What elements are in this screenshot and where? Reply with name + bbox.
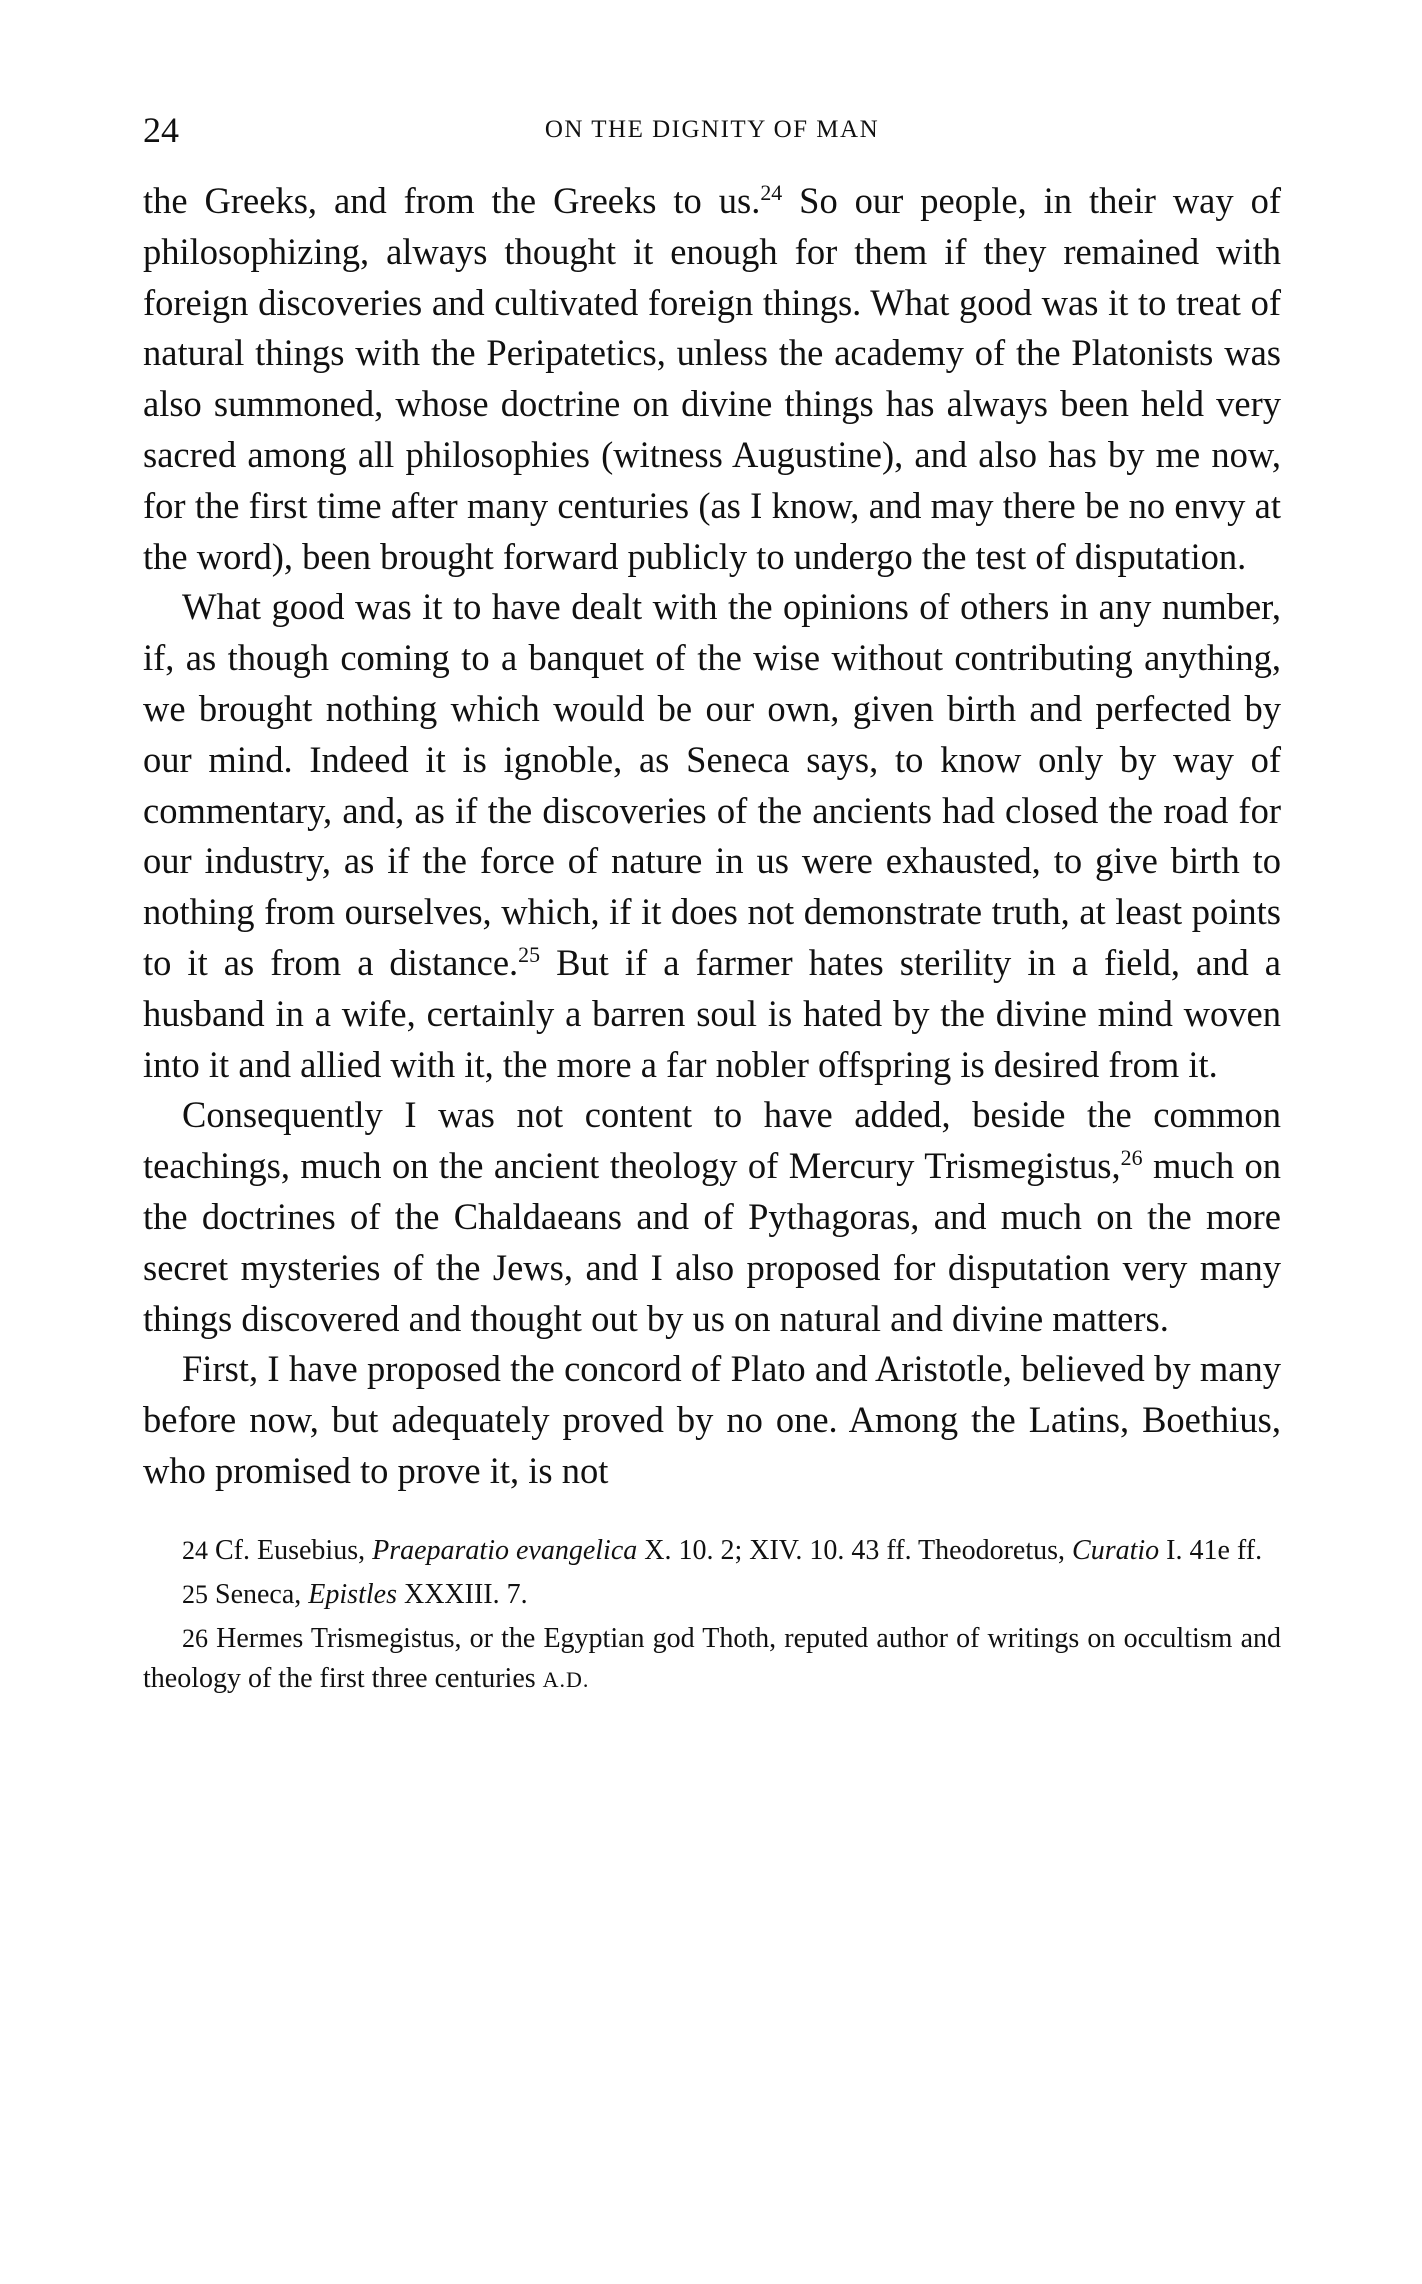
footnote-ref-24: 24 bbox=[760, 179, 783, 205]
footnote-25 bbox=[143, 1575, 1281, 1615]
paragraph-3 bbox=[143, 1090, 1281, 1344]
footnote-ref-25: 25 bbox=[518, 941, 541, 967]
footnote-title: Curatio bbox=[1072, 1534, 1160, 1566]
footnote-text: X. 10. 2; XIV. 10. 43 ff. Theodoretus, bbox=[637, 1534, 1073, 1566]
running-title: ON THE DIGNITY OF MAN bbox=[544, 116, 880, 143]
footnotes bbox=[143, 1531, 1281, 1700]
paragraph-1-text-a: the Greeks, and from the Greeks to us. bbox=[143, 180, 761, 221]
paragraph-2-text-a: What good was it to have dealt with the opinions of others in any number, if, as though coming to a banquet of the wise without contributing anything, we brought nothing which would be our own, given birth and perfected by our mind. Indeed it is ignoble, as Seneca says, to know only by way of commentary, and, as if the discoveries of the ancients had closed the road for our industry, as if the force of nature in us were exhausted, to give birth to nothing from ourselves, which, if it does not demonstrate truth, at least points to it as from a distance. bbox=[143, 586, 1281, 983]
footnote-text: Cf. Eusebius, bbox=[208, 1534, 373, 1566]
footnote-text: Seneca, bbox=[208, 1578, 309, 1610]
footnote-text: Hermes Trismegistus, or the Egyptian god Thoth, reputed author of writings on occultism and theology of the first three centuries bbox=[143, 1622, 1281, 1694]
paragraph-4 bbox=[143, 1344, 1281, 1496]
footnote-ref-26: 26 bbox=[1120, 1144, 1143, 1170]
paragraph-1 bbox=[143, 176, 1281, 582]
footnote-number: 26 bbox=[182, 1623, 208, 1653]
book-page bbox=[143, 108, 1281, 1704]
paragraph-4-text-a: First, I have proposed the concord of Plato and Aristotle, believed by many before now, but adequately proved by no one. Among the Latins, Boethius, who promised to prove it, is not bbox=[143, 1348, 1281, 1491]
footnote-text: XXXIII. 7. bbox=[396, 1578, 528, 1610]
footnote-number: 24 bbox=[182, 1535, 208, 1565]
footnote-number: 25 bbox=[182, 1579, 208, 1609]
paragraph-2-text-b: But if a farmer hates sterility in a field, and a husband in a wife, certainly a barren soul is hated by the divine mind woven into it and allied with it, the more a far nobler offspring is desired from it. bbox=[143, 941, 1281, 1085]
footnote-26 bbox=[143, 1619, 1281, 1700]
footnote-era-abbreviation: A.D. bbox=[542, 1666, 590, 1692]
running-head bbox=[143, 108, 1281, 152]
footnote-text: I. 41e ff. bbox=[1159, 1534, 1263, 1566]
footnote-24 bbox=[143, 1531, 1281, 1571]
footnote-title: Epistles bbox=[308, 1578, 397, 1610]
page-number: 24 bbox=[143, 110, 179, 150]
paragraph-3-text-a: Consequently I was not content to have added, beside the common teachings, much on the ancient theology of Mercury Trismegistus, bbox=[143, 1094, 1281, 1187]
paragraph-2 bbox=[143, 582, 1281, 1090]
paragraph-3-text-b: much on the doctrines of the Chaldaeans and of Pythagoras, and much on the more secret mysteries of the Jews, and I also proposed for disputation very many things discovered and thought out by us on natural and divine matters. bbox=[143, 1145, 1282, 1339]
body-text bbox=[143, 176, 1281, 1497]
footnote-title: Praeparatio evangelica bbox=[372, 1534, 638, 1566]
paragraph-1-text-b: So our people, in their way of philosophizing, always thought it enough for them if they remained with foreign discoveries and cultivated foreign things. What good was it to treat of natural things with the Peripatetics, unless the academy of the Platonists was also summoned, whose doctrine on divine things has always been held very sacred among all philosophies (witness Augustine), and also has by me now, for the first time after many centuries (as I know, and may there be no envy at the word), been brought forward publicly to undergo the test of disputation. bbox=[143, 180, 1281, 577]
